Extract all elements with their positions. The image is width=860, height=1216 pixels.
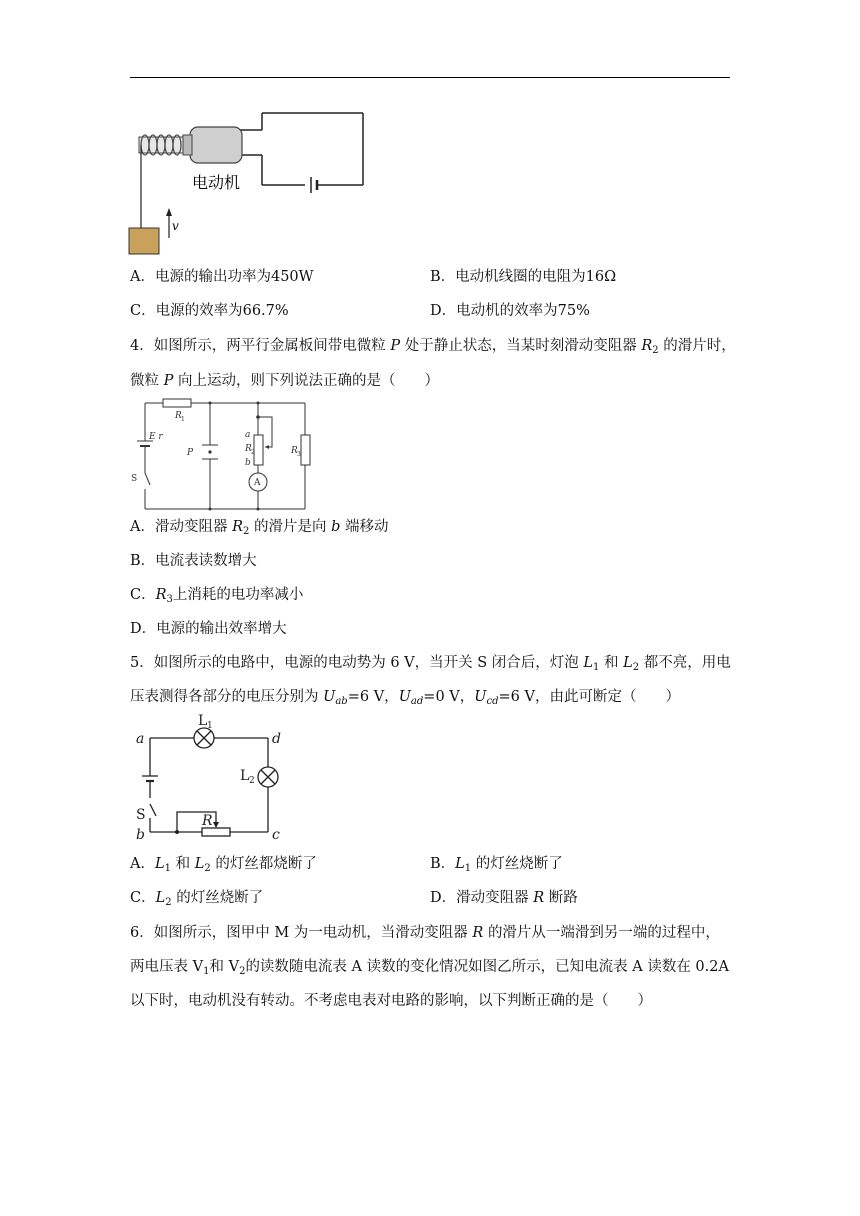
svg-text:2: 2: [249, 776, 255, 786]
svg-text:R: R: [175, 411, 182, 421]
motor-spool: [139, 137, 183, 153]
svg-text:1: 1: [181, 416, 185, 423]
svg-text:L: L: [198, 713, 208, 729]
header-rule: [130, 77, 730, 78]
q5-option-b[interactable]: B．$L_1$ 的灯丝烧断了: [430, 856, 563, 874]
q5-option-d[interactable]: D．滑动变阻器 R 断路: [430, 890, 578, 906]
motor-label: 电动机: [192, 173, 241, 192]
q4-option-c[interactable]: C．$R_3$上消耗的电功率减小: [130, 587, 304, 605]
svg-text:E r: E r: [149, 432, 163, 442]
svg-text:2: 2: [251, 449, 255, 456]
q4-option-d[interactable]: D．电源的输出效率增大: [130, 621, 287, 637]
svg-text:3: 3: [297, 451, 301, 458]
q5-option-a[interactable]: A．$L_1$ 和 $L_2$ 的灯丝都烧断了: [130, 856, 317, 874]
motor-figure: [125, 100, 375, 260]
svg-text:a: a: [136, 731, 145, 747]
velocity-label: v: [172, 219, 179, 233]
q6-stem-line2: 两电压表 $V_1$和 $V_2$的读数随电流表 A 读数的变化情况如图乙所示，已知电流表 A 读数在 0.2A: [130, 959, 729, 977]
q4-stem-line1: 4．如图所示，两平行金属板间带电微粒 P 处于静止状态，当某时刻滑动变阻器 $R_2$ 的滑片时，: [130, 338, 736, 356]
q5-circuit-figure: [130, 712, 300, 847]
q3-option-b[interactable]: B．电动机线圈的电阻为16Ω: [430, 269, 617, 285]
q3-option-a[interactable]: A．电源的输出功率为450W: [130, 269, 314, 285]
q4-option-b[interactable]: B．电流表读数增大: [130, 553, 257, 569]
q4-option-a[interactable]: A．滑动变阻器 $R_2$ 的滑片是向 b 端移动: [130, 519, 389, 537]
q4-stem-line2: 微粒 P 向上运动，则下列说法正确的是（ ）: [130, 373, 439, 389]
svg-text:A: A: [254, 478, 261, 488]
svg-text:b: b: [136, 827, 145, 843]
particle-p: [208, 450, 211, 453]
q3-option-d[interactable]: D．电动机的效率为75%: [430, 303, 590, 319]
q4-circuit-figure: [125, 393, 325, 513]
svg-text:L: L: [240, 768, 250, 784]
svg-text:d: d: [272, 731, 281, 747]
svg-text:a: a: [245, 430, 251, 440]
q6-stem-line1: 6．如图所示，图甲中 M 为一电动机，当滑动变阻器 R 的滑片从一端滑到另一端的过程中，: [130, 925, 720, 941]
block: [129, 228, 159, 254]
svg-text:P: P: [187, 448, 194, 458]
svg-text:R: R: [291, 446, 298, 456]
q5-stem-line2: 压表测得各部分的电压分别为 $U_{ab}=6$ V，$U_{ad}=0$ V，$U_{cd}=6$ V，由此可断定（ ）: [130, 689, 680, 707]
q3-option-c[interactable]: C．电源的效率为66.7%: [130, 303, 289, 319]
svg-text:c: c: [272, 827, 280, 843]
svg-text:R: R: [245, 444, 252, 454]
svg-text:S: S: [131, 474, 138, 484]
svg-text:S: S: [136, 807, 146, 823]
q5-option-c[interactable]: C．$L_2$ 的灯丝烧断了: [130, 890, 264, 908]
svg-text:1: 1: [207, 721, 213, 731]
svg-text:b: b: [245, 458, 251, 468]
motor-body: [190, 127, 242, 163]
q6-stem-line3: 以下时，电动机没有转动。不考虑电表对电路的影响，以下判断正确的是（ ）: [130, 993, 652, 1009]
svg-text:R: R: [202, 813, 213, 829]
q5-stem-line1: 5．如图所示的电路中，电源的电动势为 6 V，当开关 S 闭合后，灯泡 $L_1$ 和 $L_2$ 都不亮，用电: [130, 655, 731, 673]
